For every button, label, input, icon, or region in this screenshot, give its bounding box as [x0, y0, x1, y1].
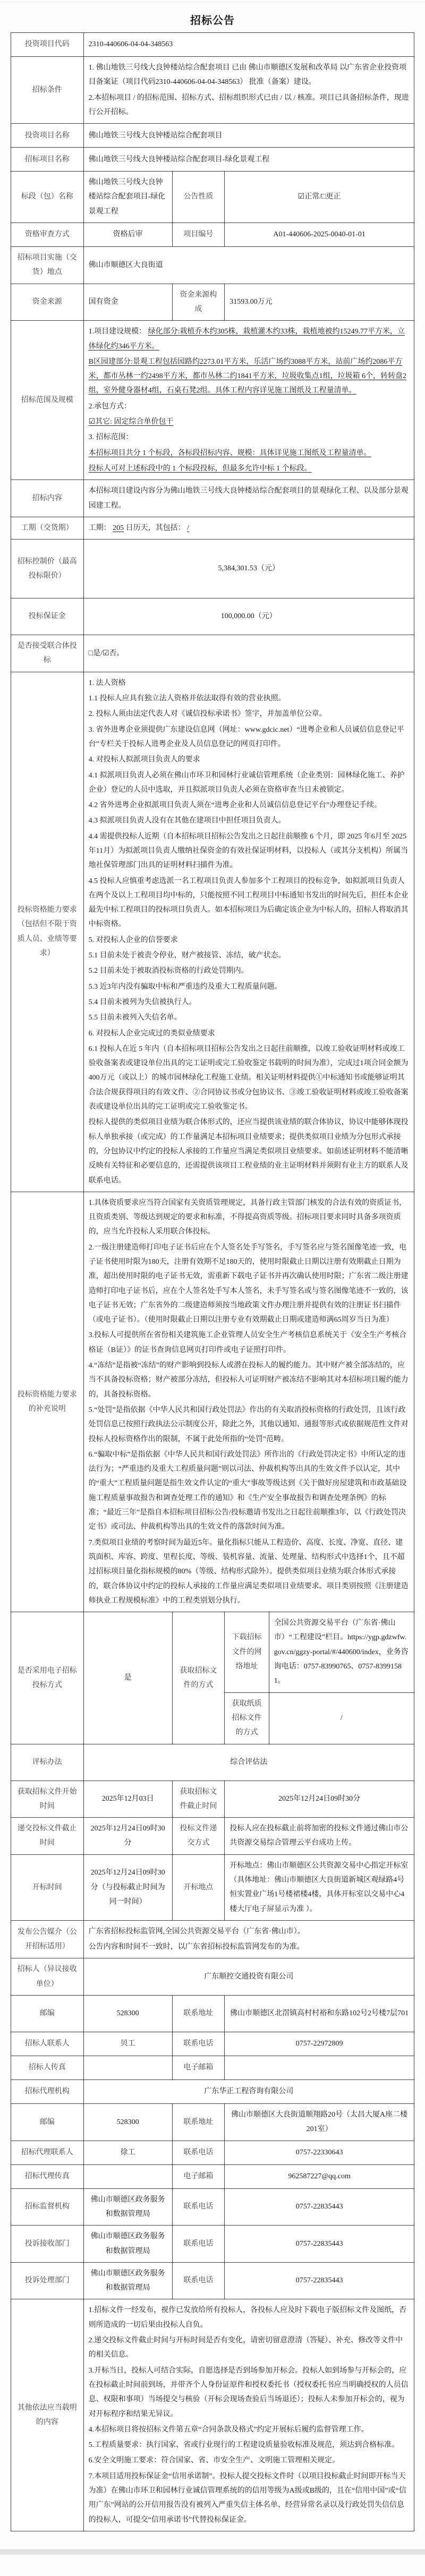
tender-content-label: 招标内容: [11, 480, 84, 517]
qualification-item: 6.1 投标人在近 5 年内（自本招标项目招标公告发出之日起往前顺推，以竣工验收证明材料或竣工验收备案表或建设单位出具的完工证明或完工验收鉴定书载明的时间为准），完成过1项合同金额为400万元（或以上）的城市园林绿化工程施工业绩。相关证明材料提供①中标通知书或能够证明其合法合规获得项目的有效文件、②合同协议书或分包协议书、③竣工验收证明材料或竣工验收备案表或建设单位出具的完工证明或完工验收鉴定书。: [88, 1045, 409, 1111]
supplement-item: 1.具体资质要求应当符合国家有关资质管理规定，具备行政主管部门核发的合法有效的资质证书，且资质类别、等级达到规定的要求和标准，不得提高资质等级。招标项目要求同时具备多项资质的，应当允许投标人采用联合体投标。: [88, 1199, 407, 1236]
investment-code-value: 2310-440606-04-04-348563: [83, 33, 414, 57]
other-item: 3.开标当日，投标人可结合实际，自愿选择是否到场参加开标会。投标人如到场参与开标会的，应在投标截止时间前到场，并带齐个人身份证原件和授权委托书（授权委托书应当明确授权的人员信息、权限和事项）当场提交与核验（开标会现场查验后当场退还）；投标人未参加开标会的，视为对开标程序和结果无异议。: [88, 2366, 409, 2418]
announcement-media-value: [83, 1920, 414, 1958]
agency-contact-value: 徐工: [83, 2141, 172, 2164]
supplement-item: 2.一级注册建造师打印电子证书后应在个人签名处手写签名，手写签名应与签名图像笔迹一致，电子证书使用时限为180天，注册有效期不足180天的，使用时限截止日期以注册有效期截止日期为准，超出使用时限的电子证书无效，需重新下载电子证书并再次确认使用时限；广东省二级注册建造师打印电子证书后，应在个人签名处手写本人签名，未手写签名或与签名图像笔迹不一致的，该电子证书无效；广东省外的二级建造师须按当地政策文件办理注册并提供有效的注册证书扫描件（或电子证书）。（使用时限截止日期以注册专业有效期截止日期或建造师满65周岁当日为准）: [88, 1243, 409, 1324]
agency-contact-label: 招标代理联系人: [11, 2141, 84, 2164]
fund-source-label: 资金来源: [11, 284, 84, 321]
qualification-item: 5.2 目前未处于被取消投标资格的行政处罚期内。: [88, 967, 249, 975]
duration-label: 工期（交货期）: [11, 517, 84, 539]
tenderee-fax-label: 招标人传真: [11, 2056, 84, 2080]
investment-code-label: 投资项目代码: [11, 33, 84, 57]
submission-deadline-label: 递交投标文件截止时间: [11, 1818, 84, 1855]
qualification-supplement-value: [83, 1192, 414, 1612]
qualification-method-value: 资格后审: [83, 223, 172, 247]
qualification-item: 5.1 目前未处于被责令停业，财产被接管、冻结，破产状态。: [88, 952, 286, 960]
complaint-receiving-label: 投诉接收部门: [11, 2226, 84, 2263]
doc-start-time-label: 获取招标文件开始时间: [11, 1781, 84, 1818]
agency-value: 广东华正工程咨询有限公司: [83, 2080, 414, 2104]
tenderee-phone-value: 0757-22972809: [225, 2032, 414, 2056]
duration-mid: 日历天，其包括：: [124, 524, 188, 532]
row-agency-postcode: [11, 2104, 414, 2141]
row-submission-deadline: [11, 1818, 414, 1855]
duration-days: 205: [113, 524, 124, 532]
supplement-item: 6.“骗取中标”是指依据《中华人民共和国行政处罚法》所作出的《行政处罚决定书》中所认定的违法行为；“严重违约及重大工程质量问题”则以司法、仲裁机构等出具的生效文件予以认定，其中的“重大”工程质量问题是指生效文件认定的“重大”事故等级达到《关于做好房屋建筑和市政基础设施工程质量事故报告和调查处理工作的通知》和《生产安全事故报告和调查处理条例》的标准；“最近三年”是指自本招标项目招标公告/投标邀请书发出之日起往前顺推3年，以《行政处罚决定书》或司法、仲裁机构等出具的生效文件的落款时间为准。: [88, 1450, 407, 1531]
evaluation-method-label: 评标办法: [11, 1744, 84, 1781]
tenderee-address-label: 联系地址: [172, 1996, 225, 2032]
complaint-receiving-value: 佛山市顺德区政务服务和数据管理局: [83, 2226, 172, 2263]
row-tender-content: [11, 480, 414, 517]
supervision-phone-value: 0757-22835443: [225, 2188, 414, 2226]
row-complaint-receiving: [11, 2226, 414, 2263]
scope-p4: ☑其它: 固定综合单价包干: [88, 418, 174, 426]
electronic-bidding-label: 是否采用电子招标投标方式: [11, 1612, 84, 1744]
fund-source-value: 国有资金: [83, 284, 172, 321]
other-item: 7.本项目适用投标保证金“信用承诺制”。投标人提交投标文件时（以项目投标截止时间即开标当天为准）在佛山市环卫和园林行业诚信管理系统的的信用等级为A级或B级的，且在“信用中国”或“信用广东”网站的公开信用报告没有被列入严重失信主体名单、经营异常名录以及行政处罚失信信息的投标人，可提交“信用承诺书”代替投标保证金。: [88, 2472, 406, 2524]
scope-p5: 3. 招标范围：: [88, 433, 133, 442]
row-bid-opening: [11, 1854, 414, 1920]
scope-p3: 2.承包方式：: [88, 402, 132, 410]
tenderee-address-value: 佛山市顺德区北滘镇高村村裕和东路102号2号楼7层701: [225, 1996, 414, 2032]
project-number-label: 项目编号: [172, 223, 225, 247]
row-announcement-media: [11, 1920, 414, 1958]
agency-fax-value: [83, 2164, 172, 2188]
announcement-media-label: 发布公告媒介（公开招标适用）: [11, 1920, 84, 1958]
fund-structure-label: 资金来源构成: [172, 284, 225, 321]
row-tender-project-name: [11, 148, 414, 172]
bottom-spacer: [0, 2531, 425, 2549]
qualification-item: 4.3 拟派项目负责人没有在其他在建项目中担任项目负责人。: [88, 817, 286, 825]
row-electronic-bidding: [11, 1612, 414, 1692]
agency-phone-value: 0757-22330643: [225, 2141, 414, 2164]
bid-deposit-label: 投标保证金: [11, 598, 84, 635]
supplement-item: 5.“处罚”是指依据《中华人民共和国行政处罚法》作出的有关取消投标资格的行政处罚，且该行政处罚信息已按照行政执法公示制度公开，除此之外，其他以通知、通报等形式或依据规范性文件对投标人投标资格作出的限制，不属于此处所指的“处罚”范畴。: [88, 1406, 409, 1443]
qualification-item: 1. 法人资格: [88, 679, 126, 687]
row-agency: [11, 2080, 414, 2104]
agency-postcode-value: 528300: [83, 2104, 172, 2141]
ceiling-price-label: 招标控制价（最高投标限价）: [11, 540, 84, 598]
other-item: 6.安全文明施工要求：符合国家、省、市安全生产、文明施工管理相关规定。: [88, 2457, 340, 2465]
qualification-item: 4.2 省外进粤企业拟派项目负责人须在“进粤企业和人员诚信信息登记平台”办理登记手续。: [88, 801, 382, 810]
tender-project-name-value: 佛山地铁三号线大良钟楼站综合配套项目-绿化景观工程: [83, 148, 414, 172]
delivery-location-value: 佛山市顺德区大良街道: [83, 247, 414, 284]
complaint-receiving-phone-label: 联系电话: [172, 2226, 225, 2263]
qualification-item: 1.1 投标人应具有独立法人资格并依法取得有效的营业执照。: [88, 695, 286, 703]
duration-slash: /: [187, 524, 189, 532]
scope-p1: [89, 324, 409, 354]
row-scope: [11, 321, 414, 480]
qualification-item: 6. 对投标人企业完成过的类似业绩要求: [88, 1029, 215, 1038]
row-evaluation-method: [11, 1744, 414, 1781]
doc-deadline-value: 2025年12月24日09时30分: [225, 1781, 414, 1818]
other-contents-value: [83, 2299, 414, 2531]
row-ceiling-price: [11, 540, 414, 598]
supervision-authority-label: 招标监督机构: [11, 2188, 84, 2226]
row-supervision-authority: [11, 2188, 414, 2226]
other-item: 5.工程质量要求：执行国家、省或行业现行的工程建设质量验收标准及规范，须达到合格标准。: [88, 2441, 400, 2450]
tenderee-label: 招标人（异议接收单位）: [11, 1958, 84, 1996]
paper-document-value: /: [269, 1692, 414, 1744]
row-qualification-method: [11, 223, 414, 247]
supplement-item: 3.投标人可提供所在省份相关建筑施工企业管理人员安全生产考核信息系统关于《安全生产考核合格证（B证）》的证书查询信息网页打印件或电子证照打印件。: [88, 1331, 407, 1354]
row-other-contents: [11, 2299, 414, 2531]
tender-project-name-label: 招标项目名称: [11, 148, 84, 172]
submission-deadline-value: 2025年12月24日09时30分: [83, 1818, 172, 1855]
qualification-item: 4.4 需提供投标人近期（自本招标项目招标公告发出之日起往前顺推 6 个月，即 2025 年6月至 2025 年11月）为拟派项目负责人缴纳社保资金的有效社保证明材料，以投标人（或其分支机构）所属当地社保管理部门出具的证明材料扫描件为准。: [88, 832, 409, 870]
supplement-item: 7.类似项目业绩的考察时间为最近5年。量化指标只能从工程造价、高度、长度、净宽、直径、建筑面积、库容、跨度、里程长度、等级、装机容量、流量、处理量、结构形式中选择1个，且不超过招标项目量化指标规模的80%（等级、结构形式除外）。提供类似项目业绩为联合体形式承接的，联合体协议中约定的投标人承接的工作量应满足类似项目业绩要求。项目类别按照《注册建造师执业工程规模标准》中的工程类别划分执行。: [88, 1538, 409, 1605]
agency-phone-label: 联系电话: [172, 2141, 225, 2164]
tenderee-value: 广东顺控交通投资有限公司: [83, 1958, 414, 1996]
qualification-item: 4. 对投标人拟派项目负责人的要求: [88, 756, 200, 764]
opening-time-value: 2025年12月24日09时30分（与投标截止时间为同一时间）: [83, 1854, 172, 1920]
other-item: 1.招标文件一经发布，视作已发放给所有投标人，各投标人应及时下载电子版招标文件及图纸，否则所造成的一切后果由投标人自负。: [88, 2306, 407, 2329]
electronic-bidding-value: 是: [83, 1612, 172, 1744]
other-contents-label: 其他依法应当载明的内容: [11, 2299, 84, 2531]
scope-label: 招标范围及规模: [11, 321, 84, 480]
evaluation-method-value: 综合评估法: [83, 1744, 414, 1781]
bottom-divider: [0, 2549, 425, 2555]
qualification-item: 4.1 拟派项目负责人必须在佛山市环卫和园林行业诚信管理系统（企业类别：园林绿化施工、养护企业）登记的人员中选取，并且拟派项目负责人必须在资格审查当日未被锁定。: [88, 771, 405, 794]
agency-postcode-label: 邮编: [11, 2104, 84, 2141]
row-tenderee: [11, 1958, 414, 1996]
opening-place-value: 开标地点：佛山市顺德区公共资源交易中心指定开标室（具体地址：佛山市顺德区大良街道新城区观绿路4号恒实置业广场1号楼裙楼4楼，具体开标室以交易中心4楼大厅电子屏显示为准 ）。: [225, 1854, 414, 1920]
row-fund-source: [11, 284, 414, 321]
submission-method-label: 投标文件递交方式: [172, 1818, 225, 1855]
row-tenderee-fax: [11, 2056, 414, 2080]
opening-time-label: 开标时间: [11, 1854, 84, 1920]
qualification-item: 5. 对投标人企业的信誉要求: [88, 936, 178, 944]
qualification-item: 3. 省外进粤企业须提供广东建设信息网（网址：www.gdcic.net）“进粤企业和人员诚信信息登记平台”专栏关于投标人进粤企业及人员信息登记的网页打印件。: [88, 725, 404, 748]
paper-document-label: 获取纸质招标文件的方式: [225, 1692, 269, 1744]
row-duration: [11, 517, 414, 539]
row-investment-name: [11, 124, 414, 148]
ceiling-price-value: 5,384,301.53（元）: [83, 540, 414, 598]
investment-name-label: 投资项目名称: [11, 124, 84, 148]
row-joint-venture: [11, 635, 414, 672]
duration-value: [83, 517, 414, 539]
row-tenderee-contact: [11, 2032, 414, 2056]
tenderee-fax-value: [83, 2056, 172, 2080]
tender-conditions-label: 招标条件: [11, 57, 84, 124]
row-section-name: [11, 172, 414, 223]
other-item: 4.本招标项目将按招标文件第五章“合同条款及格式”约定开展标后履约监督管理工作。: [88, 2425, 369, 2434]
qualification-requirements-value: [83, 672, 414, 1192]
scope-p7: 投标人可对上述标段中的 1 个标段投标，但最多允许中标 1 个标段。: [88, 464, 312, 473]
investment-name-value: 佛山地铁三号线大良钟楼站综合配套项目: [83, 124, 414, 148]
agency-fax-label: 招标代理传真: [11, 2164, 84, 2188]
agency-address-value: 佛山市顺德区大良街道顺翔路20号（太昌大厦A座二楼201室）: [225, 2104, 414, 2141]
agency-address-label: 联系地址: [172, 2104, 225, 2141]
project-number-value: A01-440606-2025-0040-01-01: [225, 223, 414, 247]
qualification-item: 5.4 目前未被列为失信被执行人。: [88, 998, 197, 1006]
fund-structure-value: 31593.00万元: [225, 284, 414, 321]
doc-deadline-label: 获取招标文件截止时间: [172, 1781, 225, 1818]
page-title: 招标公告: [190, 15, 235, 27]
top-divider: [0, 0, 425, 2]
other-item: 2.递交投标文件截止时间与开标时间是否有变化，请密切留意澄清（答疑）、补充、修改等文件中的相关信息。: [88, 2337, 403, 2359]
tenderee-contact-value: 贝工: [83, 2032, 172, 2056]
qualification-supplement-label: 投标资格能力要求的补充说明: [11, 1192, 84, 1612]
tenderee-email-label: 电子邮箱: [172, 2056, 225, 2080]
document-obtain-method-label: 获取招标文件的方式: [172, 1612, 225, 1744]
tenderee-phone-label: 联系电话: [172, 2032, 225, 2056]
row-agency-contact: [11, 2141, 414, 2164]
agency-label: 招标代理机构: [11, 2080, 84, 2104]
qualification-item: 投标人提供的类似项目业绩为联合体形式的，还应当提供该业绩的联合体协议，协议中能够体现投标人单独承接（或完成）的工作量满足本招标项目业绩要求；提供类似项目业绩为分包形式承接的，分包协议中约定的投标人承接的工作量应当满足类似项目业绩要求。如前述证明材料不能清晰反映有关特征和必要信息的，还需提供该项目工程业绩的业主证明材料并须附有业主方的联系人及联系电话。: [88, 1118, 409, 1185]
tenderee-email-value: [225, 2056, 414, 2080]
scope-p1-prefix: 1.项目建设规模：: [88, 328, 148, 336]
submission-method-value: 投标人应在投标截止前将加密的投标文件通过佛山市公共资源交易综合管理云平台成功上传。: [225, 1818, 414, 1855]
joint-venture-value: □是/☑否。: [83, 635, 414, 672]
scope-p2: B区园建部分:景观工程包括园路约2273.01平方米，乐活广场约3088平方米，站前广场约2086平方米，都市丛林一约2498平方米，都市丛林二约1841平方米，垃圾收集点1组，垃圾箱 6个，转转盘2组，室外健身器材4组，石桌石凳2组。具体工程内容详见施工图纸及工程量清单。: [88, 357, 407, 395]
agency-email-value: 962587227@qq.com: [225, 2164, 414, 2188]
tender-announcement-table: [11, 32, 414, 2531]
supplement-item: 4.“冻结”是指被“冻结”的财产影响到投标人或潜在投标人的履约能力。其中财产被全部冻结的，应当不具备投标资格；财产被部分冻结，但投标人可证明财产被冻结不影响其对本招标项目履约能力的，具备投标资格。: [88, 1362, 409, 1399]
notice-nature-label: 公告性质: [172, 172, 225, 223]
qualification-item: 5.3 近3年内没有骗取中标和严重违约及重大工程质量问题。: [88, 982, 282, 991]
complaint-handling-phone-label: 联系电话: [172, 2262, 225, 2299]
tender-conditions-value: [83, 57, 414, 124]
qualification-method-label: 资格审查方式: [11, 223, 84, 247]
qualification-item: 2. 投标人须由法定代表人对《诚信投标承诺书》签字，并加盖单位公章。: [88, 710, 327, 718]
complaint-handling-phone-value: 0757-22835443: [225, 2262, 414, 2299]
row-qualification-requirements: [11, 672, 414, 1192]
row-complaint-handling: [11, 2262, 414, 2299]
tenderee-postcode-value: 528300: [83, 1996, 172, 2032]
duration-prefix: 工期：: [88, 524, 113, 532]
qualification-item: 5.5 目前未被列入失信名单。: [88, 1014, 182, 1022]
complaint-handling-value: 佛山市顺德区政务服务和数据管理局: [83, 2262, 172, 2299]
complaint-receiving-phone-value: 0757-22835443: [225, 2226, 414, 2263]
row-agency-fax: [11, 2164, 414, 2188]
download-address-label: 下载招标文件的网络地址: [225, 1612, 269, 1692]
row-tenderee-postcode: [11, 1996, 414, 2032]
row-delivery-location: [11, 247, 414, 284]
complaint-handling-label: 投诉处理部门: [11, 2262, 84, 2299]
delivery-location-label: 招标项目实施（交货）地点: [11, 247, 84, 284]
section-name-label: 标段（包）名称: [11, 172, 84, 223]
joint-venture-label: 是否接受联合体投标: [11, 635, 84, 672]
notice-nature-value: ☑正常/□更正: [225, 172, 414, 223]
agency-email-label: 电子邮箱: [172, 2164, 225, 2188]
row-bid-deposit: [11, 598, 414, 635]
announcement-media-line2: 公告内容和时间不一致时，以广东省招标投标监管网发布的为准。: [88, 1943, 304, 1952]
section-name-value: 佛山地铁三号线大良钟楼站综合配套项目-绿化景观工程: [83, 172, 172, 223]
row-tender-conditions: [11, 57, 414, 124]
scope-p1-underlined: 绿化部分:栽植乔木约305株，栽植灌木约33株，栽植地被约15249.77平方米，立体绿化约346平方米。: [88, 328, 405, 350]
tender-conditions-p2: 2.本招标项目 / 的招标范围、招标方式、招标组织形式已由 / 以 / 核准。项目已具备招标条件，现进行公开招标。: [88, 93, 409, 116]
download-address-value: 全国公共资源交易平台（广东省·佛山市）“工程建设”栏目。https://ygp.gdzwfw.gov.cn/ggzy-portal/#/440600/index，业务咨询电话：0757-83990765、0757-83991581。: [269, 1612, 414, 1692]
bid-deposit-value: 100,000.00（元）: [83, 598, 414, 635]
tender-content-value: 本招标项目建设内容分为佛山地铁三号线大良钟楼站综合配套项目的景观绿化工程、以及部分景观园建工程。: [83, 480, 414, 517]
scope-value: [83, 321, 414, 480]
opening-place-label: 开标地点: [172, 1854, 225, 1920]
doc-start-time-value: 2025年12月03日: [83, 1781, 172, 1818]
announcement-media-line1: 广东省招标投标监管网,全国公共资源交易平台（广东省·佛山市）。: [88, 1927, 305, 1936]
tenderee-postcode-label: 邮编: [11, 1996, 84, 2032]
row-qualification-supplement: [11, 1192, 414, 1612]
qualification-item: 4.5 投标人应慎重考虑选派一名工程项目负责人参加多个工程项目的投标竞争，如拟派项目负责人在两个及以上工程项目均中标的，只能按照不同工程项目中标通知书发出的时间先后，担任本企业最先中标工程项目的投标项目负责人。如本招标项目为后确定该企业为中标人的，招标人将取消其中标资格。: [88, 877, 409, 929]
tender-conditions-p1: 1. 佛山地铁三号线大良钟楼站综合配套项目 已由 佛山市顺德区发展和改革局 以广东省企业投资项目备案证（项目代码2310-440606-04-04-348563） 批准（备案）建设。: [88, 64, 407, 87]
tenderee-contact-label: 招标人联系人: [11, 2032, 84, 2056]
row-investment-code: [11, 33, 414, 57]
row-doc-obtain-time: [11, 1781, 414, 1818]
qualification-requirements-label: 投标资格能力要求（包括但不限于资质人员、业绩等要求）: [11, 672, 84, 1192]
supervision-authority-value: 佛山市顺德区政务服务和数据管理局: [83, 2188, 172, 2226]
scope-p6: 本招标项目共分 1 个标段，各标段招标内容、规模：具体详见施工图纸及工程量清单。: [88, 449, 371, 457]
supervision-phone-label: 联系电话: [172, 2188, 225, 2226]
